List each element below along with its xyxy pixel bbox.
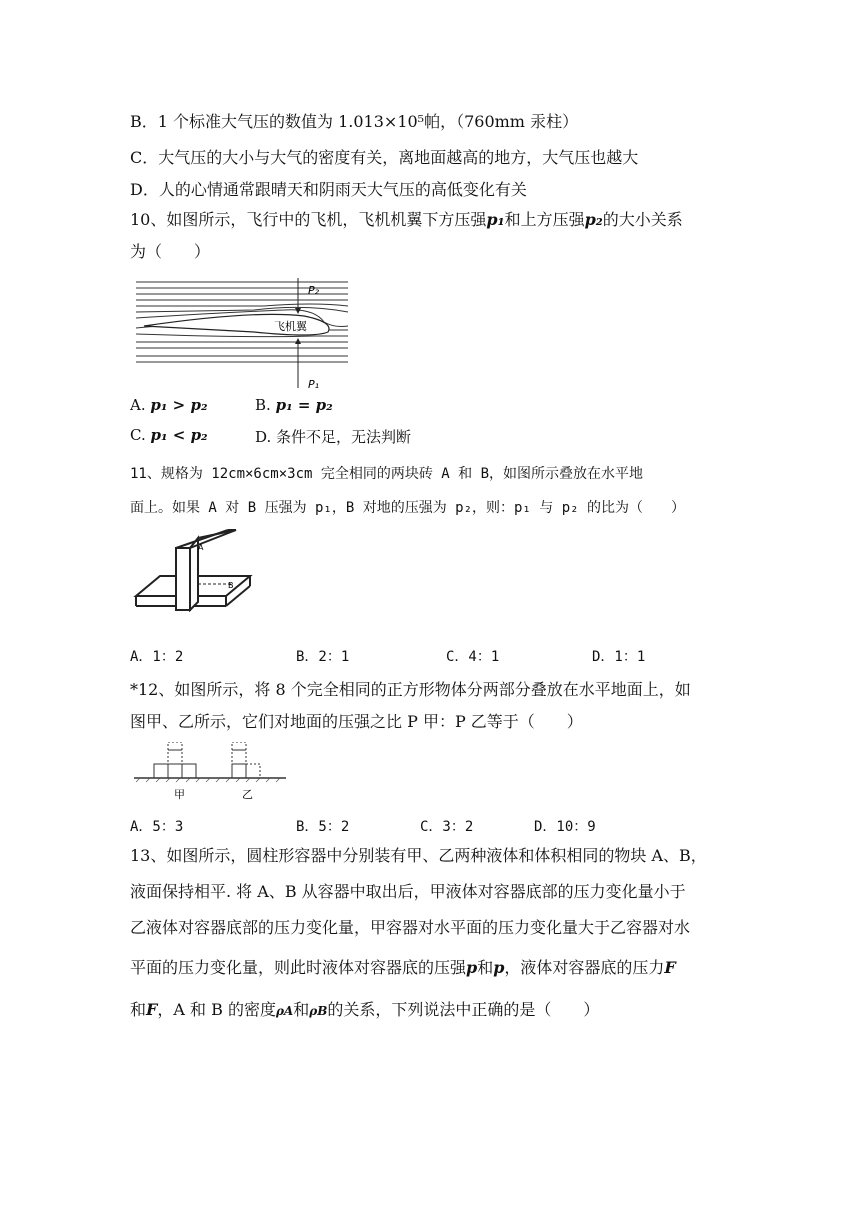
q12-option-b: B．5：2: [296, 819, 350, 835]
q11-stem-line1: 11、规格为 12cm×6cm×3cm 完全相同的两块砖 A 和 B，如图所示叠放在水平地: [130, 466, 644, 482]
q12-stem-line1: *12、如图所示，将 8 个完全相同的正方形物体分两部分叠放在水平地面上，如: [130, 680, 691, 699]
q13-line2: 液面保持相平. 将 A、B 从容器中取出后，甲液体对容器底部的压力变化量小于: [130, 882, 686, 901]
q13-line4: 平面的压力变化量，则此时液体对容器底的压强p和p，液体对容器底的压力F: [130, 958, 676, 977]
q9-option-d: D．人的心情通常跟晴天和阴雨天大气压的高低变化有关: [130, 180, 527, 199]
q10-option-c: C. p₁ < p₂: [130, 426, 208, 444]
q11-option-c: C．4：1: [446, 649, 500, 665]
density-symbol-a: ρA: [275, 1004, 294, 1018]
wing-bottom-pressure-label: P₁: [308, 378, 320, 391]
q13-line1: 13、如图所示，圆柱形容器中分别装有甲、乙两种液体和体积相同的物块 A、B，: [130, 846, 707, 865]
stacked-cubes-figure: [130, 742, 290, 802]
wing-label: 飞机翼: [274, 320, 307, 333]
q9-option-c: C．大气压的大小与大气的密度有关，离地面越高的地方，大气压也越大: [130, 148, 639, 167]
pressure-symbol-2: p: [493, 958, 505, 977]
q12-stem-line2: 图甲、乙所示，它们对地面的压强之比 P 甲：P 乙等于（ ）: [130, 712, 583, 731]
q10-stem-line2: 为（ ）: [130, 242, 211, 261]
brick-b-label: B: [228, 581, 234, 590]
q10-option-a: A. p₁ > p₂: [130, 396, 208, 414]
wing-top-pressure-label: P₂: [308, 284, 320, 297]
q13-line3: 乙液体对容器底部的压力变化量，甲容器对水平面的压力变化量大于乙容器对水: [130, 918, 691, 937]
q12-option-c: C．3：2: [420, 819, 474, 835]
q12-option-a: A．5：3: [130, 819, 184, 835]
q11-option-b: B．2：1: [296, 649, 350, 665]
q10-option-d: D. 条件不足，无法判断: [255, 428, 412, 446]
q10-stem-line1: 10、如图所示，飞行中的飞机，飞机机翼下方压强p₁和上方压强p₂的大小关系: [130, 210, 683, 229]
bricks-figure: [132, 528, 258, 612]
p1-symbol: p₁: [486, 210, 505, 229]
q11-option-a: A．1：2: [130, 649, 184, 665]
density-symbol-b: ρB: [309, 1004, 328, 1018]
q13-line5: 和F，A 和 B 的密度ρA和ρB的关系，下列说法中正确的是（ ）: [130, 1000, 600, 1019]
brick-a-label: A: [198, 543, 204, 552]
q10-option-b: B. p₁ = p₂: [255, 396, 333, 414]
q9-option-b: B．1 个标准大气压的数值为 1.013×10⁵帕，（760mm 汞柱）: [130, 112, 579, 131]
airplane-wing-figure: [134, 276, 350, 392]
figure-yi-label: 乙: [242, 788, 253, 801]
figure-jia-label: 甲: [174, 788, 185, 801]
q11-option-d: D．1：1: [592, 649, 646, 665]
force-symbol-2: F: [146, 1000, 158, 1019]
pressure-symbol-1: p: [466, 958, 478, 977]
p2-symbol: p₂: [584, 210, 603, 229]
q11-stem-line2: 面上。如果 A 对 B 压强为 p₁，B 对地的压强为 p₂，则：p₁ 与 p₂ 的比为（ ）: [130, 500, 686, 516]
q12-option-d: D．10：9: [534, 819, 596, 835]
force-symbol-1: F: [664, 958, 676, 977]
